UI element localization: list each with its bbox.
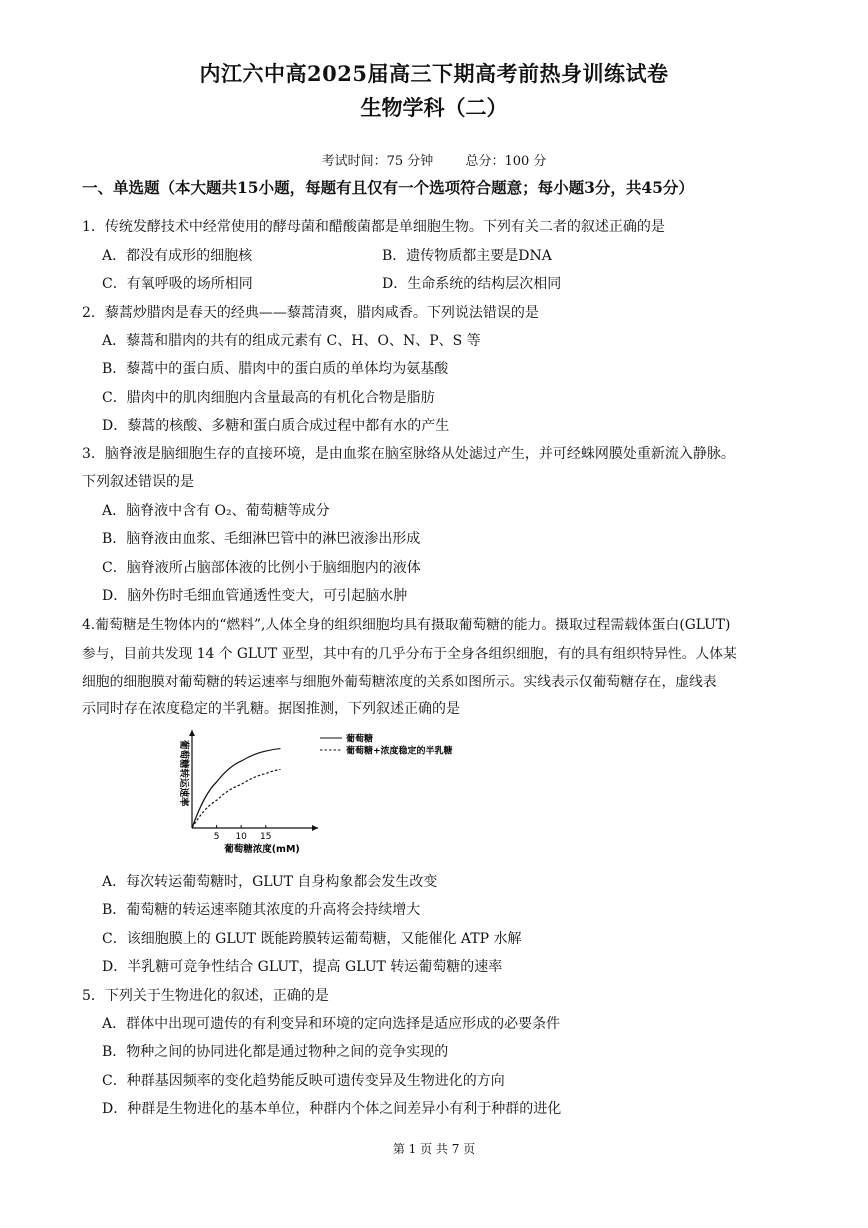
exam-subtitle: 生物学科（二） [360, 95, 508, 120]
q4-option-b: B．葡萄糖的转运速率随其浓度的升高将会持续增大 [102, 902, 421, 918]
question-4-stem-line-2: 参与，目前共发现 14 个 GLUT 亚型，其中有的几乎分布于全身各组织细胞，有的具有组织特异性。人体某 [82, 646, 737, 662]
x-tick-label-2: 15 [260, 832, 272, 842]
question-5-stem: 5．下列关于生物进化的叙述，正确的是 [82, 988, 329, 1004]
q2-option-b: B．藜蒿中的蛋白质、腊肉中的蛋白质的单体均为氨基酸 [102, 361, 449, 377]
page-footer: 第 1 页 共 7 页 [392, 1142, 476, 1156]
q1-option-c: C．有氧呼吸的场所相同 [102, 276, 253, 292]
section-heading: 一、单选题（本大题共15小题，每题有且仅有一个选项符合题意；每小题3分，共45分） [82, 178, 694, 197]
q5-option-d: D．种群是生物进化的基本单位，种群内个体之间差异小有利于种群的进化 [102, 1101, 562, 1117]
q1-option-a: A．都没有成形的细胞核 [102, 248, 253, 264]
q2-option-c: C．腊肉中的肌肉细胞内含量最高的有机化合物是脂肪 [102, 390, 435, 406]
q3-option-a: A．脑脊液中含有 O₂、葡萄糖等成分 [102, 503, 330, 519]
glucose-transport-chart [172, 728, 462, 858]
x-tick-label-1: 10 [235, 832, 247, 842]
q4-option-d: D．半乳糖可竞争性结合 GLUT，提高 GLUT 转运葡萄糖的速率 [102, 959, 503, 975]
question-1-stem: 1．传统发酵技术中经常使用的酵母菌和醋酸菌都是单细胞生物。下列有关二者的叙述正确的是 [82, 219, 665, 235]
series-line-1 [192, 769, 281, 828]
q5-option-a: A．群体中出现可遗传的有利变异和环境的定向选择是适应形成的必要条件 [102, 1016, 561, 1032]
x-tick-label-0: 5 [213, 832, 220, 842]
question-3-stem-line-1: 3．脑脊液是脑细胞生存的直接环境，是由血浆在脑室脉络从处滤过产生，并可经蛛网膜处重新流入静脉。 [82, 446, 735, 462]
x-axis-label: 葡萄糖浓度(mM) [224, 844, 300, 855]
exam-time: 考试时间：75 分钟 [321, 154, 434, 169]
q5-option-c: C．种群基因频率的变化趋势能反映可遗传变异及生物进化的方向 [102, 1073, 505, 1089]
exam-title: 内江六中高2025届高三下期高考前热身训练试卷 [199, 61, 669, 86]
q1-option-b: B．遗传物质都主要是DNA [382, 248, 552, 264]
question-3-stem-line-2: 下列叙述错误的是 [82, 474, 194, 490]
exam-score: 总分：100 分 [465, 154, 547, 169]
question-4-stem-line-3: 细胞的细胞膜对葡萄糖的转运速率与细胞外葡萄糖浓度的关系如图所示。实线表示仅葡萄糖存在，虚线表 [82, 674, 717, 690]
legend-label-1: 葡萄糖+浓度稳定的半乳糖 [346, 746, 453, 757]
q3-option-b: B．脑脊液由血浆、毛细淋巴管中的淋巴液渗出形成 [102, 531, 421, 547]
question-4-stem-line-1: 4.葡萄糖是生物体内的“燃料”,人体全身的组织细胞均具有摄取葡萄糖的能力。摄取过程需载体蛋白(GLUT) [82, 617, 731, 633]
q3-option-d: D．脑外伤时毛细血管通透性变大，可引起脑水肿 [102, 588, 408, 604]
q2-option-a: A．藜蒿和腊肉的共有的组成元素有 C、H、O、N、P、S 等 [102, 333, 481, 349]
q3-option-c: C．脑脊液所占脑部体液的比例小于脑细胞内的液体 [102, 560, 421, 576]
q5-option-b: B．物种之间的协同进化都是通过物种之间的竞争实现的 [102, 1044, 449, 1060]
y-axis-arrow [189, 730, 195, 736]
y-axis-label: 葡萄糖转运速率 [178, 740, 189, 807]
series-line-0 [192, 749, 281, 828]
q2-option-d: D．藜蒿的核酸、多糖和蛋白质合成过程中都有水的产生 [102, 418, 450, 434]
question-2-stem: 2．藜蒿炒腊肉是春天的经典——藜蒿清爽，腊肉咸香。下列说法错误的是 [82, 305, 539, 321]
legend-label-0: 葡萄糖 [346, 734, 374, 745]
exam-meta [0, 150, 868, 169]
q4-option-a: A．每次转运葡萄糖时，GLUT 自身构象都会发生改变 [102, 874, 438, 890]
q1-option-d: D．生命系统的结构层次相同 [382, 276, 562, 292]
q4-option-c: C．该细胞膜上的 GLUT 既能跨膜转运葡萄糖，又能催化 ATP 水解 [102, 931, 522, 947]
question-4-stem-line-4: 示同时存在浓度稳定的半乳糖。据图推测，下列叙述正确的是 [82, 701, 460, 717]
x-axis-arrow [312, 825, 318, 831]
